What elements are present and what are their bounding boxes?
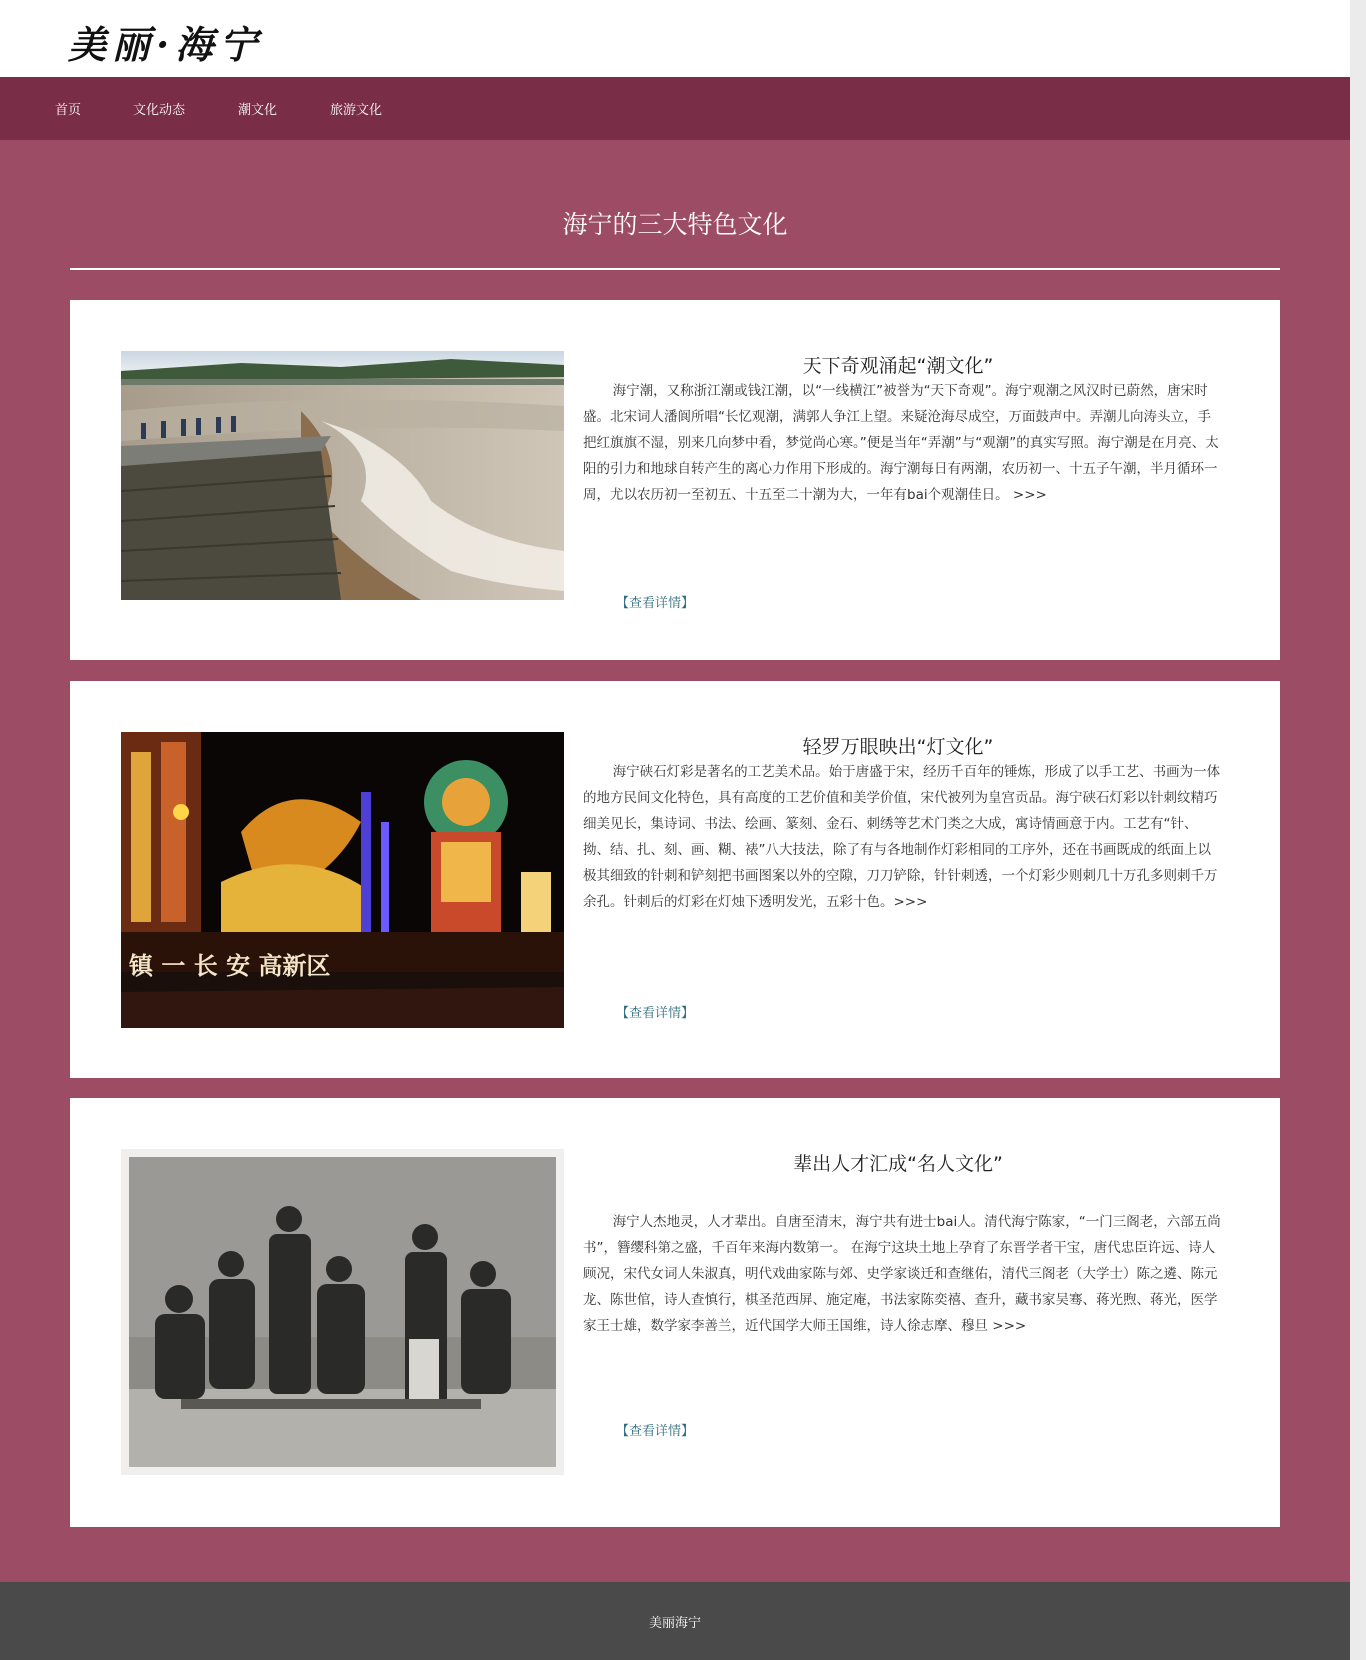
lantern-sign-text: 镇 一 长 安 高新区 bbox=[129, 952, 331, 980]
header bbox=[0, 0, 1350, 77]
lantern-festival-photo bbox=[121, 732, 564, 1028]
section-divider bbox=[70, 268, 1280, 270]
footer bbox=[0, 1582, 1350, 1660]
tidal-bore-photo bbox=[121, 351, 564, 600]
historic-group-image[interactable] bbox=[121, 1149, 564, 1475]
section-title: 海宁的三大特色文化 bbox=[562, 210, 788, 239]
nav-item-culture-news[interactable]: 文化动态 bbox=[133, 103, 186, 118]
footer-text: 美丽海宁 bbox=[648, 1616, 701, 1631]
view-details-label[interactable]: 【查看详情】 bbox=[616, 1424, 695, 1439]
nav-item-travel-culture[interactable]: 旅游文化 bbox=[330, 103, 383, 118]
view-details-label[interactable]: 【查看详情】 bbox=[616, 1006, 695, 1021]
card-title: 轻罗万眼映出“灯文化” bbox=[802, 736, 994, 758]
nav-item-home[interactable]: 首页 bbox=[55, 103, 82, 118]
culture-card-people bbox=[70, 1098, 1280, 1527]
culture-card-tide bbox=[70, 300, 1280, 660]
view-details-link[interactable] bbox=[616, 1002, 694, 1021]
view-details-link[interactable] bbox=[616, 1420, 694, 1439]
card-title: 辈出人才汇成“名人文化” bbox=[793, 1153, 1003, 1175]
site-logo[interactable]: 美丽·海宁 bbox=[68, 22, 264, 67]
page-scrollbar[interactable] bbox=[1350, 0, 1366, 1660]
nav-item-tide-culture[interactable]: 潮文化 bbox=[238, 103, 278, 118]
card-body: 海宁硖石灯彩是著名的工艺美术品。始于唐盛于宋，经历千百年的锤炼，形成了以手工艺、书画为一体的地方民间文化特色，具有高度的工艺价值和美学价值，宋代被列为皇宫贡品。海宁硖石灯彩以针刺纹精巧细美见长，集诗词、书法、绘画、篆刻、金石、刺绣等艺术门类之大成，寓诗情画意于内。工艺有“针、拗、结、扎、刻、画、糊、裱”八大技法，除了有与各地制作灯彩相同的工序外，还在书画既成的纸面上以极其细致的针刺和铲刻把书画图案以外的空隙，刀刀铲除，针针刺透，一个灯彩少则刺几十万孔多则刺千万余孔。针刺后的灯彩在灯烛下透明发光，五彩十色。>>> bbox=[583, 764, 1221, 910]
card-body: 海宁潮，又称浙江潮或钱江潮，以“一线横江”被誉为“天下奇观”。海宁观潮之风汉时已蔚然，唐宋时盛。北宋词人潘阆所唱“长忆观潮，满郭人争江上望。来疑沧海尽成空，万面鼓声中。弄潮儿向涛头立，手把红旗旗不湿，别来几向梦中看，梦觉尚心寒。”便是当年“弄潮”与“观潮”的真实写照。海宁潮是在月亮、太阳的引力和地球自转产生的离心力作用下形成的。海宁潮每日有两潮，农历初一、十五子午潮，半月循环一周，尤以农历初一至初五、十五至二十潮为大，一年有bai个观潮佳日。 >>> bbox=[583, 383, 1219, 503]
tidal-bore-image[interactable] bbox=[121, 351, 564, 600]
culture-card-lantern bbox=[70, 681, 1280, 1078]
main-nav bbox=[0, 77, 1350, 140]
card-title: 天下奇观涌起“潮文化” bbox=[802, 355, 994, 377]
view-details-label[interactable]: 【查看详情】 bbox=[616, 596, 695, 611]
historic-group-photo bbox=[121, 1149, 564, 1475]
view-details-link[interactable] bbox=[616, 592, 694, 611]
lantern-festival-image[interactable] bbox=[121, 732, 564, 1028]
card-body: 海宁人杰地灵，人才辈出。自唐至清末，海宁共有进士bai人。清代海宁陈家，“一门三阁老，六部五尚书”，簪缨科第之盛，千百年来海内数第一。 在海宁这块土地上孕育了东晋学者干宝，唐代忠臣许远、诗人顾况，宋代女词人朱淑真，明代戏曲家陈与郊、史学家谈迁和查继佑，清代三阁老（大学士）陈之遴、陈元龙、陈世倌，诗人查慎行，棋圣范西屏、施定庵，书法家陈奕禧、查升，藏书家吴骞、蒋光煦、蒋光，医学家王士雄，数学家李善兰，近代国学大师王国维，诗人徐志摩、穆旦 >>> bbox=[583, 1214, 1221, 1334]
